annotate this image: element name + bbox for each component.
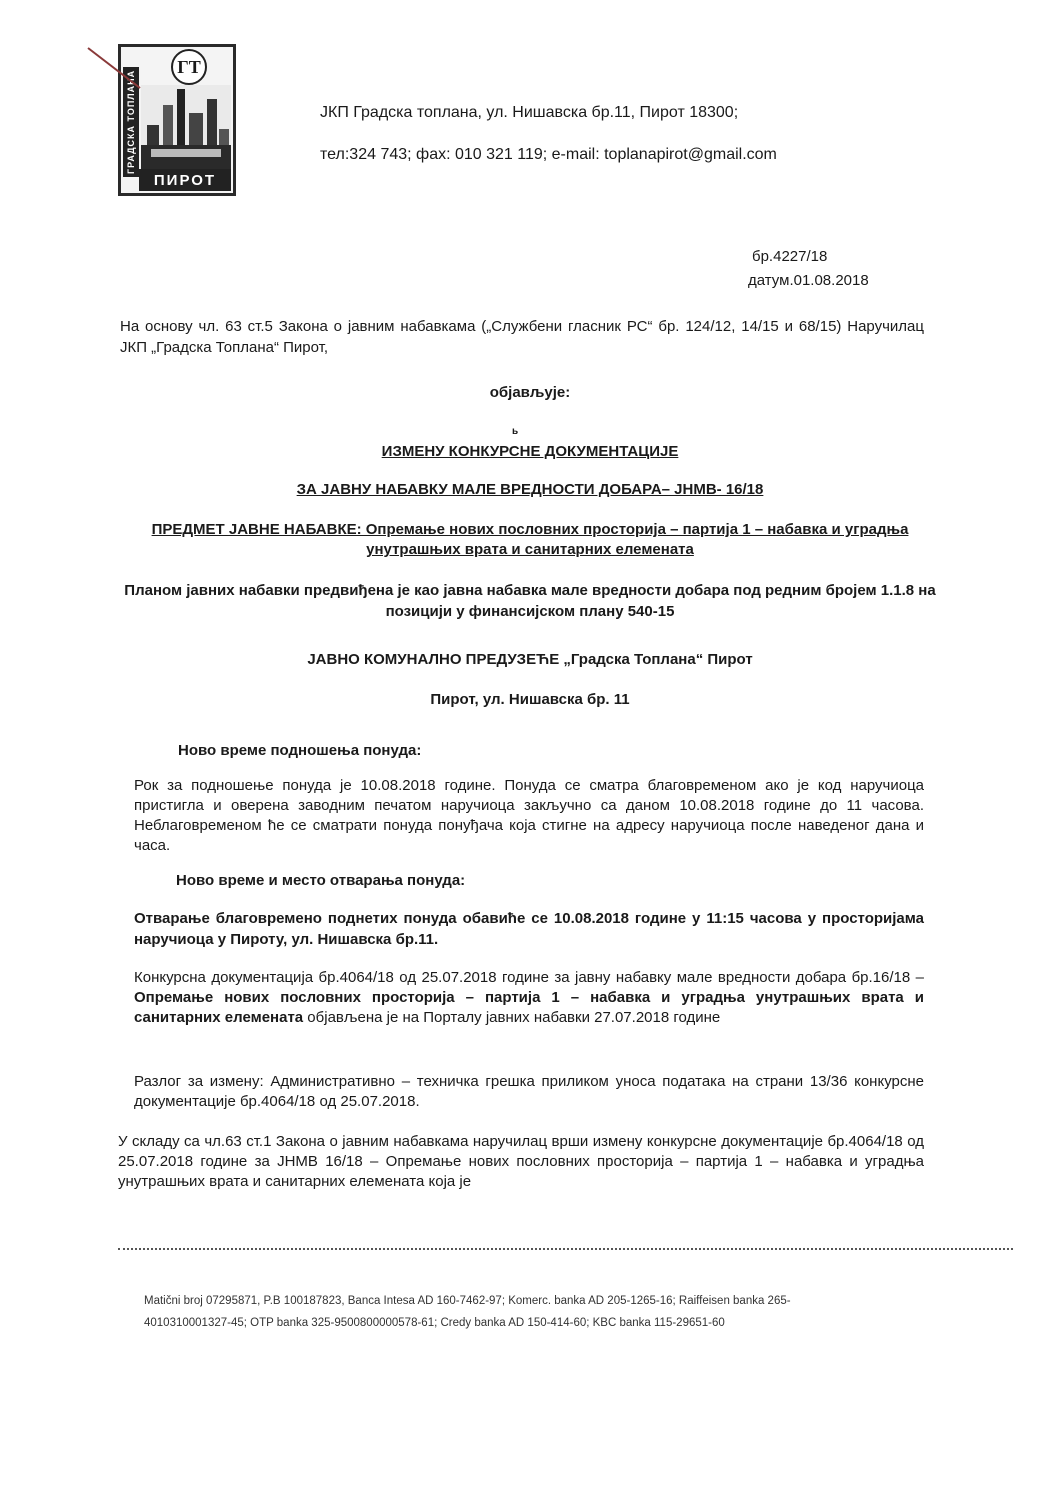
document-number: бр.4227/18 [752,248,828,265]
pen-mark-icon [84,42,144,92]
company-header-address: ЈКП Градска топлана, ул. Нишавска бр.11, Пирот 18300; [320,104,739,121]
amendment-title: ИЗМЕНУ КОНКУРСНЕ ДОКУМЕНТАЦИЈЕ [381,443,679,460]
reason-paragraph: Разлог за измену: Административно – техничка грешка приликом уноса података на страни 13/36 конкурсне документације бр.4064/18 од 25.07.2018. [134,1073,924,1110]
footer-line-1: Matični broj 07295871, P.B 100187823, Banca Intesa AD 160-7462-97; Komerc. banka AD 205-1265-16; Raiffeisen banka 265- [144,1295,791,1307]
footer-bank-info [144,1290,944,1334]
tender-doc-paragraph [134,968,924,1028]
company-address: Пирот, ул. Нишавска бр. 11 [430,691,630,708]
submission-paragraph: Рок за подношење понуда је 10.08.2018 године. Понуда се сматра благовременом ако је код наручиоца пристигла и оверена заводним печатом наручиоца закључно са даном 10.08.2018 године до 11 часова. Неблаговременом ће се сматрати понуда понуђача која стигне на адресу наручиоца после наведеног дана и часа. [134,777,924,854]
company-name: ЈАВНО КОМУНАЛНО ПРЕДУЗЕЋЕ „Градска Топлана“ Пирот [307,651,753,668]
procurement-title: ЗА ЈАВНУ НАБАВКУ МАЛЕ ВРЕДНОСТИ ДОБАРА– ЈНМВ- 16/18 [296,481,764,498]
opening-paragraph: Отварање благовремено поднетих понуда обавиће се 10.08.2018 године у 11:15 часова у просторијама наручиоца у Пироту, ул. Нишавска бр.11. [134,910,924,948]
submission-heading: Ново време подношења понуда: [178,742,422,759]
opening-heading: Ново време и место отварања понуда: [176,872,466,889]
logo-side-text: ГРАДСКА ТОПЛАНА [123,67,139,177]
logo-city-name: ПИРОТ [139,169,231,191]
tender-doc-subject: Опремање нових пословних просторија – партија 1 – набавка и уградња унутрашњих врата и санитарних елемената [134,989,924,1026]
factory-buildings-icon [141,85,231,169]
tick-mark: ь [512,426,519,437]
document-date: датум.01.08.2018 [748,272,869,289]
procurement-plan: Планом јавних набавки предвиђена је као јавна набавка мале вредности добара под редним бројем 1.1.8 на позицији у финансијском плану 540-15 [124,582,936,620]
footer-line-2: 4010310001327-45; OTP banka 325-9500800000578-61; Credy banka AD 150-414-60; KBC banka 115-29651-60 [144,1317,725,1329]
procurement-subject: ПРЕДМЕТ ЈАВНЕ НАБАВКЕ: Опремање нових пословних просторија – партија 1 – набавка и уградња унутрашњих врата и санитарних елемената [151,521,909,558]
intro-paragraph: На основу чл. 63 ст.5 Закона о јавним набавкама („Службени гласник РС“ бр. 124/12, 14/15 и 68/15) Наручилац ЈКП „Градска Топлана“ Пирот, [120,318,924,356]
tender-doc-text-1: Конкурсна документација бр.4064/18 од 25.07.2018 године за јавну набавку мале вредности добара бр.16/18 – [134,969,924,986]
tender-doc-text-2: објављена је на Порталу јавних набавки 27.07.2018 године [303,1009,721,1026]
announces-heading: објављује: [489,384,571,401]
footer-divider [118,1248,1013,1250]
logo-emblem: ГТ [171,49,207,85]
company-header-contact: тел:324 743; фах: 010 321 119; e-mail: toplanapirot@gmail.com [320,146,777,163]
accordance-paragraph: У складу са чл.63 ст.1 Закона о јавним набавкама наручилац врши измену конкурсне документације бр.4064/18 од 25.07.2018 године за ЈНМВ 16/18 – Опремање нових пословних просторија – партија 1 – набавка и уградња унутрашњих врата и санитарних елемената која је [118,1133,924,1190]
